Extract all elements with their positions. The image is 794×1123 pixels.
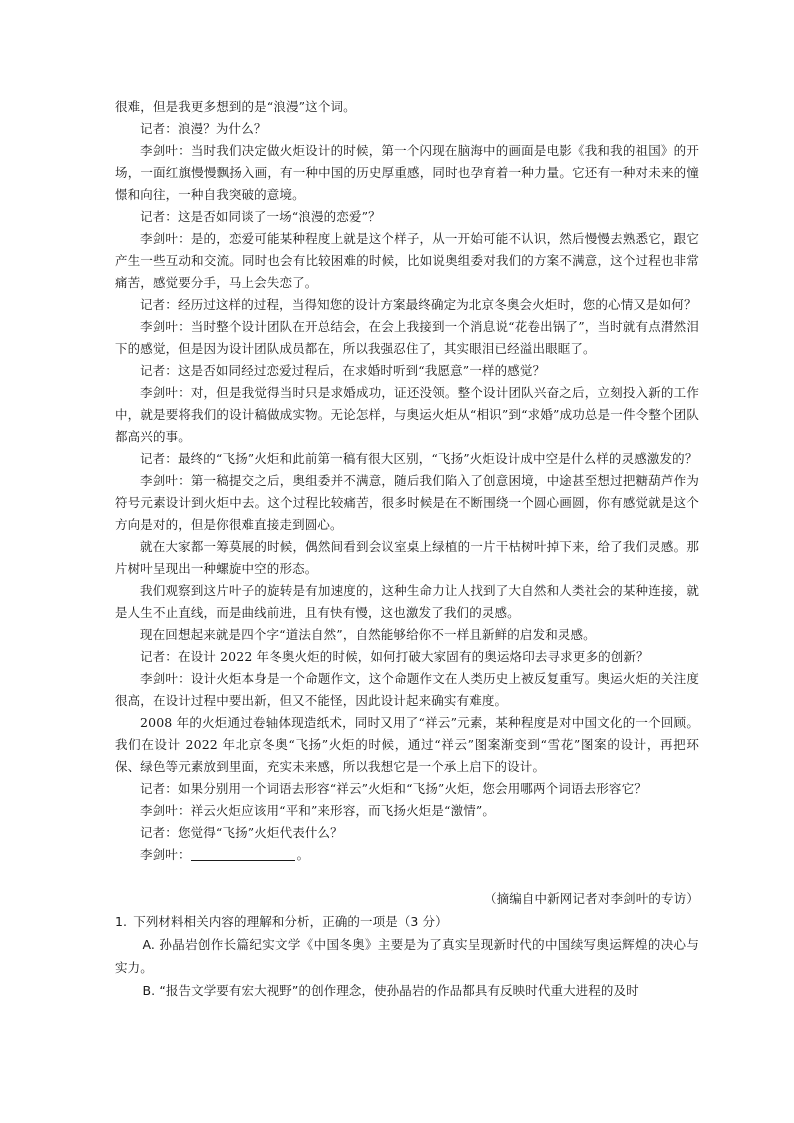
paragraph: 李剑叶：第一稿提交之后，奥组委并不满意，随后我们陷入了创意困境，中途甚至想过把糖葫芦作为符号元素设计到火炬中去。这个过程比较痛苦，很多时候是在不断围绕一个圆心画圆，你有感觉就是这个方向是对的，但是你很难直接走到圆心。 xyxy=(115,473,699,532)
end-punctuation: 。 xyxy=(296,847,310,862)
paragraph: 李剑叶：对，但是我觉得当时只是求婚成功，证还没领。整个设计团队兴奋之后，立刻投入新的工作中，就是要将我们的设计稿做成实物。无论怎样，与奥运火炬从“相识”到“求婚”成功总是一件令整个团队都高兴的事。 xyxy=(115,385,699,444)
option-a[interactable] xyxy=(115,933,699,979)
paragraph: 记者：这是否如同经过恋爱过程后，在求婚时听到“我愿意”一样的感觉？ xyxy=(140,363,546,378)
paragraph: 现在回想起来就是四个字“道法自然”，自然能够给你不一样且新鲜的启发和灵感。 xyxy=(140,627,596,642)
paragraph: 李剑叶：祥云火炬应该用“平和”来形容，而飞扬火炬是“激情”。 xyxy=(140,803,496,818)
question-block xyxy=(115,910,699,1002)
paragraph: 记者：浪漫？为什么？ xyxy=(140,121,267,136)
paragraph: 2008 年的火炬通过卷轴体现造纸术，同时又用了“祥云”元素，某种程度是对中国文化的一个回顾。我们在设计 2022 年北京冬奥“飞扬”火炬的时候，通过“祥云”图案渐变到“雪花”图案的设计，再把环保、绿色等元素放到里面，充实未来感，所以我想它是一个承上启下的设计。 xyxy=(115,715,699,774)
document-body xyxy=(115,96,699,1002)
answer-blank[interactable] xyxy=(191,846,295,861)
paragraph: 李剑叶：是的，恋爱可能某种程度上就是这个样子，从一开始可能不认识，然后慢慢去熟悉它，跟它产生一些互动和交流。同时也会有比较困难的时候，比如说奥组委对我们的方案不满意，这个过程也非常痛苦，感觉要分手，马上会失恋了。 xyxy=(115,231,699,290)
option-text: 孙晶岩创作长篇纪实文学《中国冬奥》主要是为了真实呈现新时代的中国续写奥运辉煌的决心与实力。 xyxy=(115,937,700,975)
question-number: 1. xyxy=(115,914,128,929)
paragraph: 李剑叶：设计火炬本身是一个命题作文，这个命题作文在人类历史上被反复重写。奥运火炬的关注度很高，在设计过程中要出新，但又不能怪，因此设计起来确实有难度。 xyxy=(115,671,699,708)
interview-text xyxy=(115,96,699,866)
paragraph: 李剑叶：当时整个设计团队在开总结会，在会上我接到一个消息说“花卷出锅了”，当时就有点潸然泪下的感觉，但是因为设计团队成员都在，所以我强忍住了，其实眼泪已经溢出眼眶了。 xyxy=(115,319,699,356)
fill-in-line xyxy=(115,844,699,866)
question-text: 下列材料相关内容的理解和分析，正确的一项是（3 分） xyxy=(133,914,448,929)
paragraph: 李剑叶：当时我们决定做火炬设计的时候，第一个闪现在脑海中的画面是电影《我和我的祖国》的开场，一面红旗慢慢飘扬入画，有一种中国的历史厚重感，同时也孕育着一种力量。它还有一种对未来的憧憬和向往，一种自我突破的意境。 xyxy=(115,143,699,202)
paragraph: 记者：您觉得“飞扬”火炬代表什么？ xyxy=(140,825,343,840)
speaker-label: 李剑叶： xyxy=(140,847,191,862)
paragraph: 我们观察到这片叶子的旋转是有加速度的，这种生命力让人找到了大自然和人类社会的某种连接，就是人生不止直线，而是曲线前进，且有快有慢，这也激发了我们的灵感。 xyxy=(115,583,699,620)
paragraph: 记者：在设计 2022 年冬奥火炬的时候，如何打破大家固有的奥运烙印去寻求更多的创新？ xyxy=(140,649,649,664)
source-attribution: （摘编自中新网记者对李剑叶的专访） xyxy=(483,891,699,906)
option-b[interactable] xyxy=(115,979,699,1002)
option-label: A. xyxy=(142,937,156,952)
paragraph: 就在大家都一筹莫展的时候，偶然间看到会议室桌上绿植的一片干枯树叶掉下来，给了我们灵感。那片树叶呈现出一种螺旋中空的形态。 xyxy=(115,539,699,576)
paragraph: 记者：如果分别用一个词语去形容“祥云”火炬和“飞扬”火炬，您会用哪两个词语去形容它？ xyxy=(140,781,647,796)
paragraph: 记者：经历过这样的过程，当得知您的设计方案最终确定为北京冬奥会火炬时，您的心情又是如何？ xyxy=(140,297,697,312)
paragraph: 记者：最终的“飞扬”火炬和此前第一稿有很大区别，“飞扬”火炬设计成中空是什么样的灵感激发的？ xyxy=(140,451,698,466)
paragraph: 记者：这是否如同谈了一场“浪漫的恋爱”？ xyxy=(140,209,381,224)
option-text: “报告文学要有宏大视野”的创作理念，使孙晶岩的作品都具有反映时代重大进程的及时 xyxy=(159,983,639,998)
paragraph: 很难，但是我更多想到的是“浪漫”这个词。 xyxy=(115,99,356,114)
question-stem xyxy=(115,910,699,933)
option-label: B. xyxy=(142,983,156,998)
